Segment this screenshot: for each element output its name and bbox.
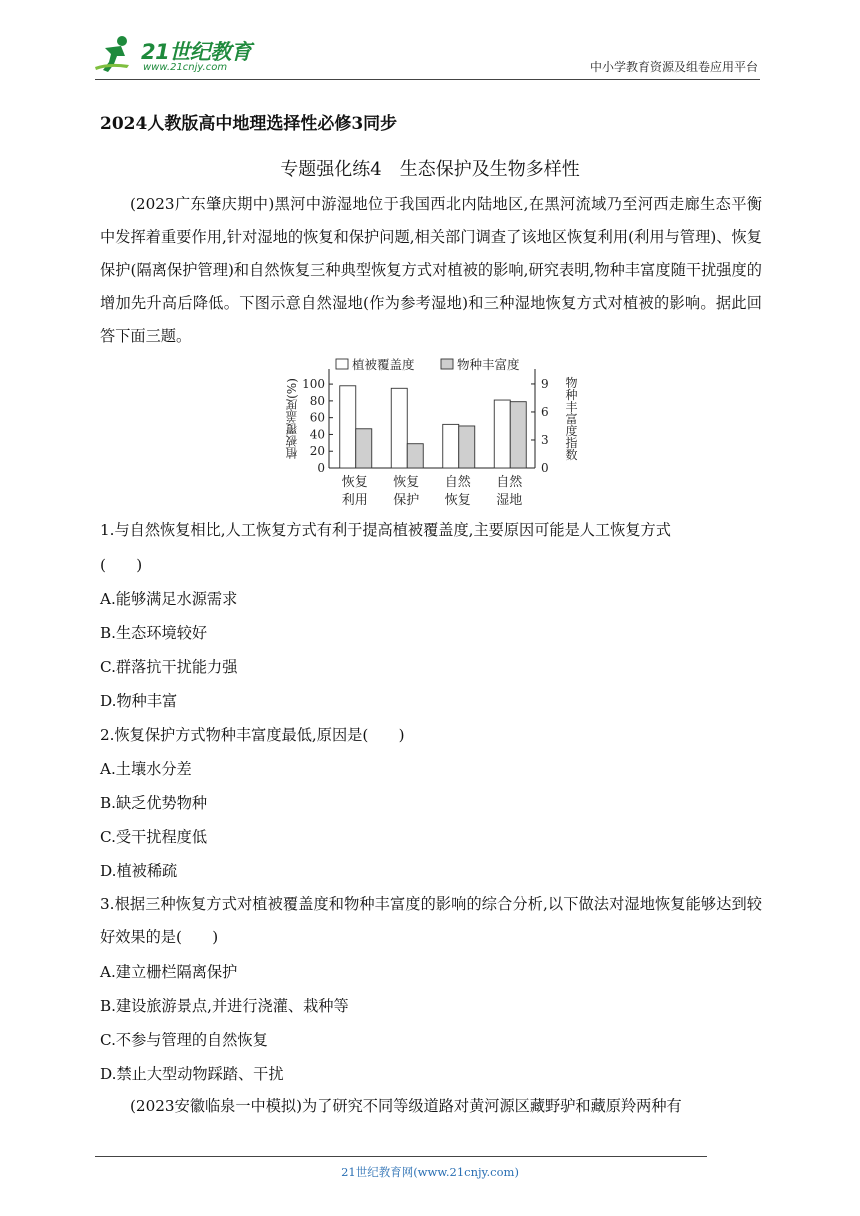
bar-coverage: [443, 424, 459, 468]
x-category-label: 恢复: [393, 475, 420, 490]
question-2-option-d[interactable]: D.植被稀疏: [100, 862, 178, 880]
y-left-tick-label: 20: [309, 444, 325, 459]
next-passage-intro: [100, 1090, 762, 1123]
question-3-option-d[interactable]: D.禁止大型动物踩踏、干扰: [100, 1065, 284, 1083]
y-left-tick-label: 40: [309, 427, 325, 442]
y-right-axis-label: 物种丰富度指数: [564, 376, 578, 461]
bar-richness: [356, 429, 372, 468]
x-category-label: 自然: [444, 475, 471, 490]
legend-swatch-coverage: [336, 359, 348, 369]
question-1-option-a[interactable]: A.能够满足水源需求: [100, 590, 238, 608]
bar-richness: [459, 426, 475, 468]
runner-logo-icon: [95, 34, 137, 76]
y-left-tick-label: 80: [309, 393, 325, 408]
y-right-tick-label: 3: [541, 432, 549, 447]
page-header: [95, 28, 760, 80]
question-3-option-b[interactable]: B.建设旅游景点,并进行浇灌、栽种等: [100, 997, 349, 1015]
logo-url: www.21cnjy.com: [143, 62, 228, 73]
intro-paragraph: [100, 188, 762, 353]
chart-canvas: [280, 355, 585, 515]
legend-label-richness: 物种丰富度: [457, 357, 520, 372]
y-right-tick-label: 9: [541, 376, 549, 391]
y-right-tick-label: 6: [541, 404, 549, 419]
bar-richness: [510, 402, 526, 468]
bar-coverage: [340, 386, 356, 468]
x-category-label: 利用: [341, 493, 368, 508]
section-title: 专题强化练4 生态保护及生物多样性: [280, 159, 580, 180]
footer-divider: [95, 1156, 707, 1157]
question-3-option-c[interactable]: C.不参与管理的自然恢复: [100, 1031, 268, 1049]
y-left-axis-label: 植被覆盖度(%): [285, 378, 299, 459]
question-1-stem: 1.与自然恢复相比,人工恢复方式有利于提高植被覆盖度,主要原因可能是人工恢复方式: [100, 521, 671, 539]
question-1-option-c[interactable]: C.群落抗干扰能力强: [100, 658, 238, 676]
bar-richness: [407, 444, 423, 468]
y-right-tick-label: 0: [541, 461, 549, 475]
y-left-tick-label: 0: [317, 461, 325, 475]
document-title: 2024人教版高中地理选择性必修3同步: [100, 114, 398, 134]
x-category-label: 恢复: [444, 493, 471, 508]
question-2-option-c[interactable]: C.受干扰程度低: [100, 828, 208, 846]
header-divider: [95, 79, 760, 80]
platform-tagline: 中小学教育资源及组卷应用平台: [589, 60, 758, 74]
y-left-tick-label: 100: [302, 377, 325, 392]
x-category-label: 湿地: [496, 493, 523, 508]
question-3-stem: 3.根据三种恢复方式对植被覆盖度和物种丰富度的影响的综合分析,以下做法对湿地恢复能够达到较好效果的是( ): [100, 895, 762, 946]
bar-coverage: [494, 400, 510, 468]
question-2-option-b[interactable]: B.缺乏优势物种: [100, 794, 208, 812]
next-passage-text: (2023安徽临泉一中模拟)为了研究不同等级道路对黄河源区藏野驴和藏原羚两种有: [130, 1097, 682, 1115]
intro-text: (2023广东肇庆期中)黑河中游湿地位于我国西北内陆地区,在黑河流域乃至河西走廊生态平衡中发挥着重要作用,针对湿地的恢复和保护问题,相关部门调查了该地区恢复利用(利用与管理)、恢复保护(隔离保护管理)和自然恢复三种典型恢复方式对植被的影响,研究表明,物种丰富度随干扰强度的增加先升高后降低。下图示意自然湿地(作为参考湿地)和三种湿地恢复方式对植被的影响。据此回答下面三题。: [100, 195, 762, 345]
legend-label-coverage: 植被覆盖度: [352, 357, 415, 372]
logo-text: 21世纪教育: [141, 40, 252, 64]
x-category-label: 自然: [496, 475, 523, 490]
x-category-label: 保护: [393, 493, 420, 508]
bar-chart: [280, 355, 585, 515]
site-logo[interactable]: [95, 34, 260, 76]
question-2-stem: 2.恢复保护方式物种丰富度最低,原因是( ): [100, 726, 405, 744]
question-1-option-d[interactable]: D.物种丰富: [100, 692, 178, 710]
y-left-tick-label: 60: [309, 410, 325, 425]
bar-coverage: [391, 388, 407, 468]
footer-link[interactable]: 21世纪教育网(www.21cnjy.com): [341, 1165, 519, 1179]
legend-swatch-richness: [441, 359, 453, 369]
question-3-option-a[interactable]: A.建立栅栏隔离保护: [100, 963, 238, 981]
question-2-option-a[interactable]: A.土壤水分差: [100, 760, 192, 778]
x-category-label: 恢复: [341, 475, 368, 490]
question-1-stem-cont: ( ): [100, 556, 143, 574]
question-1-option-b[interactable]: B.生态环境较好: [100, 624, 208, 642]
